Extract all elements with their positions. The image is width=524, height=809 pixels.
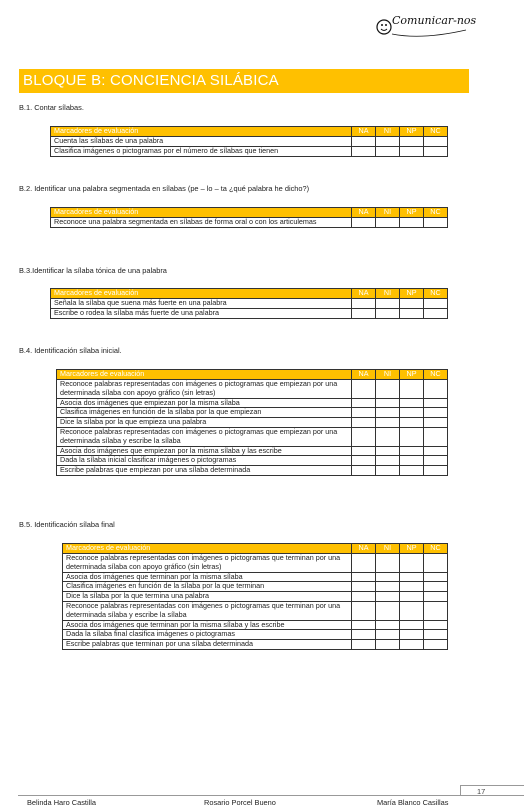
cell-np[interactable] — [400, 620, 424, 630]
table-row — [57, 446, 448, 456]
section-title-b1: B.1. Contar sílabas. — [19, 103, 84, 112]
table-header-row — [51, 127, 448, 137]
evaluation-table-b4 — [56, 369, 448, 476]
cell-na[interactable] — [352, 456, 376, 466]
cell-nc[interactable] — [424, 418, 448, 428]
cell-ni[interactable] — [376, 146, 400, 156]
header-ni: NI — [376, 289, 400, 299]
header-nc: NC — [424, 208, 448, 218]
table-row — [57, 427, 448, 446]
cell-np[interactable] — [400, 218, 424, 228]
cell-na[interactable] — [352, 398, 376, 408]
footer-author-1: Belinda Haro Castilla — [27, 798, 97, 807]
cell-na[interactable] — [352, 137, 376, 147]
header-np: NP — [400, 289, 424, 299]
cell-np[interactable] — [400, 299, 424, 309]
header-ni: NI — [376, 544, 400, 554]
header-ni: NI — [376, 127, 400, 137]
cell-ni[interactable] — [376, 601, 400, 620]
page-number-divider — [460, 785, 461, 795]
cell-ni[interactable] — [376, 398, 400, 408]
header-na: NA — [352, 370, 376, 380]
row-label: Reconoce palabras representadas con imágenes o pictogramas que empiezan por una determinada sílaba y escribe la sílaba — [57, 427, 352, 446]
footer-author-3: María Blanco Casillas — [377, 798, 449, 807]
cell-na[interactable] — [352, 572, 376, 582]
row-label: Dada la sílaba final clasifica imágenes o pictogramas — [63, 630, 352, 640]
cell-nc[interactable] — [424, 299, 448, 309]
cell-na[interactable] — [352, 427, 376, 446]
cell-nc[interactable] — [424, 398, 448, 408]
cell-ni[interactable] — [376, 408, 400, 418]
cell-nc[interactable] — [424, 466, 448, 476]
row-label: Dice la sílaba por la que termina una palabra — [63, 592, 352, 602]
cell-np[interactable] — [400, 466, 424, 476]
cell-nc[interactable] — [424, 137, 448, 147]
cell-np[interactable] — [400, 592, 424, 602]
cell-ni[interactable] — [376, 446, 400, 456]
section-title-b3: B.3.Identificar la sílaba tónica de una palabra — [19, 266, 167, 275]
cell-nc[interactable] — [424, 601, 448, 620]
cell-np[interactable] — [400, 146, 424, 156]
evaluation-table-b2 — [50, 207, 448, 228]
cell-nc[interactable] — [424, 380, 448, 399]
header-nc: NC — [424, 370, 448, 380]
table-row — [63, 630, 448, 640]
table-row — [63, 592, 448, 602]
table-row — [51, 137, 448, 147]
header-na: NA — [352, 289, 376, 299]
cell-nc[interactable] — [424, 218, 448, 228]
row-label: Dada la sílaba inicial clasificar imágenes o pictogramas — [57, 456, 352, 466]
section-title-b2: B.2. Identificar una palabra segmentada en sílabas (pe – lo – ta ¿qué palabra he dicho?) — [19, 184, 310, 193]
evaluation-table-b3 — [50, 288, 448, 319]
cell-np[interactable] — [400, 418, 424, 428]
cell-ni[interactable] — [376, 582, 400, 592]
header-ni: NI — [376, 208, 400, 218]
cell-na[interactable] — [352, 630, 376, 640]
row-label: Asocia dos imágenes que terminan por la misma sílaba — [63, 572, 352, 582]
cell-nc[interactable] — [424, 572, 448, 582]
cell-np[interactable] — [400, 380, 424, 399]
table-row — [57, 418, 448, 428]
block-title-banner: BLOQUE B: CONCIENCIA SILÁBICA — [19, 69, 469, 93]
table-row — [63, 640, 448, 650]
cell-np[interactable] — [400, 572, 424, 582]
header-na: NA — [352, 127, 376, 137]
cell-na[interactable] — [352, 466, 376, 476]
table-header-row — [51, 208, 448, 218]
cell-nc[interactable] — [424, 582, 448, 592]
cell-np[interactable] — [400, 427, 424, 446]
table-row — [63, 554, 448, 573]
table-row — [57, 408, 448, 418]
cell-np[interactable] — [400, 308, 424, 318]
table-row — [51, 218, 448, 228]
header-markers: Marcadores de evaluación — [51, 208, 352, 218]
header-nc: NC — [424, 127, 448, 137]
cell-nc[interactable] — [424, 554, 448, 573]
cell-nc[interactable] — [424, 620, 448, 630]
cell-nc[interactable] — [424, 630, 448, 640]
row-label: Asocia dos imágenes que empiezan por la misma sílaba — [57, 398, 352, 408]
cell-ni[interactable] — [376, 592, 400, 602]
cell-ni[interactable] — [376, 554, 400, 573]
row-label: Escribe o rodea la sílaba más fuerte de una palabra — [51, 308, 352, 318]
cell-ni[interactable] — [376, 630, 400, 640]
table-header-row — [57, 370, 448, 380]
row-label: Reconoce una palabra segmentada en sílabas de forma oral o con los articulemas — [51, 218, 352, 228]
cell-na[interactable] — [352, 408, 376, 418]
section-title-b4: B.4. Identificación sílaba inicial. — [19, 346, 122, 355]
table-header-row — [63, 544, 448, 554]
row-label: Clasifica imágenes o pictogramas por el número de sílabas que tienen — [51, 146, 352, 156]
header-na: NA — [352, 544, 376, 554]
table-header-row — [51, 289, 448, 299]
table-row — [63, 582, 448, 592]
page-number: 17 — [477, 787, 486, 796]
cell-ni[interactable] — [376, 466, 400, 476]
row-label: Escribe palabras que empiezan por una sílaba determinada — [57, 466, 352, 476]
header-markers: Marcadores de evaluación — [63, 544, 352, 554]
cell-na[interactable] — [352, 582, 376, 592]
cell-np[interactable] — [400, 137, 424, 147]
header-nc: NC — [424, 289, 448, 299]
row-label: Cuenta las sílabas de una palabra — [51, 137, 352, 147]
cell-np[interactable] — [400, 408, 424, 418]
cell-nc[interactable] — [424, 456, 448, 466]
cell-ni[interactable] — [376, 418, 400, 428]
cell-ni[interactable] — [376, 308, 400, 318]
cell-na[interactable] — [352, 146, 376, 156]
header-ni: NI — [376, 370, 400, 380]
footer-rule — [18, 795, 524, 796]
cell-ni[interactable] — [376, 572, 400, 582]
evaluation-table-b1 — [50, 126, 448, 157]
cell-na[interactable] — [352, 418, 376, 428]
header-markers: Marcadores de evaluación — [51, 289, 352, 299]
cell-ni[interactable] — [376, 380, 400, 399]
cell-nc[interactable] — [424, 640, 448, 650]
header-markers: Marcadores de evaluación — [51, 127, 352, 137]
cell-ni[interactable] — [376, 137, 400, 147]
row-label: Escribe palabras que terminan por una sílaba determinada — [63, 640, 352, 650]
cell-nc[interactable] — [424, 427, 448, 446]
page-number-rule — [460, 785, 524, 786]
footer-author-2: Rosario Porcel Bueno — [204, 798, 276, 807]
cell-na[interactable] — [352, 380, 376, 399]
cell-nc[interactable] — [424, 146, 448, 156]
row-label: Señala la sílaba que suena más fuerte en una palabra — [51, 299, 352, 309]
header-np: NP — [400, 544, 424, 554]
header-np: NP — [400, 127, 424, 137]
header-np: NP — [400, 370, 424, 380]
header-markers: Marcadores de evaluación — [57, 370, 352, 380]
cell-nc[interactable] — [424, 408, 448, 418]
table-row — [51, 308, 448, 318]
cell-ni[interactable] — [376, 427, 400, 446]
cell-nc[interactable] — [424, 308, 448, 318]
table-row — [51, 299, 448, 309]
row-label: Asocia dos imágenes que empiezan por la misma sílaba y las escribe — [57, 446, 352, 456]
cell-np[interactable] — [400, 554, 424, 573]
cell-np[interactable] — [400, 582, 424, 592]
table-row — [63, 601, 448, 620]
cell-nc[interactable] — [424, 592, 448, 602]
header-na: NA — [352, 208, 376, 218]
cell-np[interactable] — [400, 398, 424, 408]
cell-np[interactable] — [400, 640, 424, 650]
cell-na[interactable] — [352, 640, 376, 650]
cell-na[interactable] — [352, 218, 376, 228]
row-label: Reconoce palabras representadas con imágenes o pictogramas que empiezan por una determinada sílaba con apoyo gráfico (sin letras) — [57, 380, 352, 399]
header-nc: NC — [424, 544, 448, 554]
table-row — [63, 620, 448, 630]
cell-na[interactable] — [352, 446, 376, 456]
table-row — [51, 146, 448, 156]
logo-text: Comunicar-nos — [392, 14, 477, 27]
header-np: NP — [400, 208, 424, 218]
cell-ni[interactable] — [376, 640, 400, 650]
row-label: Reconoce palabras representadas con imágenes o pictogramas que terminan por una determinada sílaba con apoyo gráfico (sin letras) — [63, 554, 352, 573]
cell-na[interactable] — [352, 299, 376, 309]
cell-ni[interactable] — [376, 218, 400, 228]
row-label: Reconoce palabras representadas con imágenes o pictogramas que terminan por una determinada sílaba y escribe la sílaba — [63, 601, 352, 620]
cell-np[interactable] — [400, 630, 424, 640]
row-label: Clasifica imágenes en función de la sílaba por la que empiezan — [57, 408, 352, 418]
cell-np[interactable] — [400, 601, 424, 620]
cell-np[interactable] — [400, 446, 424, 456]
table-row — [57, 398, 448, 408]
row-label: Asocia dos imágenes que terminan por la misma sílaba y las escribe — [63, 620, 352, 630]
cell-ni[interactable] — [376, 299, 400, 309]
table-row — [57, 456, 448, 466]
cell-na[interactable] — [352, 554, 376, 573]
cell-na[interactable] — [352, 620, 376, 630]
row-label: Clasifica imágenes en función de la sílaba por la que terminan — [63, 582, 352, 592]
cell-ni[interactable] — [376, 456, 400, 466]
cell-ni[interactable] — [376, 620, 400, 630]
cell-na[interactable] — [352, 308, 376, 318]
section-title-b5: B.5. Identificación sílaba final — [19, 520, 115, 529]
cell-nc[interactable] — [424, 446, 448, 456]
evaluation-table-b5 — [62, 543, 448, 650]
table-row — [57, 380, 448, 399]
row-label: Dice la sílaba por la que empieza una palabra — [57, 418, 352, 428]
cell-na[interactable] — [352, 601, 376, 620]
cell-np[interactable] — [400, 456, 424, 466]
table-row — [63, 572, 448, 582]
table-row — [57, 466, 448, 476]
cell-na[interactable] — [352, 592, 376, 602]
